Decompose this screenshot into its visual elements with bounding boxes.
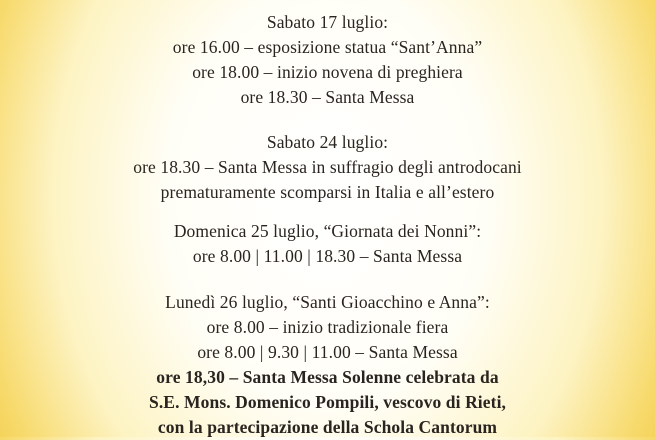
schedule-line: ore 18.30 – Santa Messa in suffragio degli antrodocani xyxy=(133,157,522,177)
schedule-line: ore 8.00 | 11.00 | 18.30 – Santa Messa xyxy=(192,246,463,266)
section-heading: Lunedì 26 luglio, “Santi Gioacchino e Anna”: xyxy=(165,292,490,312)
section-sabato-17 xyxy=(0,10,655,110)
schedule-line: ore 8.00 – inizio tradizionale fiera xyxy=(206,317,449,337)
section-heading: Sabato 24 luglio: xyxy=(266,132,389,152)
schedule-line: ore 18.00 – inizio novena di preghiera xyxy=(192,62,463,82)
section-heading: Sabato 17 luglio: xyxy=(266,12,389,32)
section-sabato-24 xyxy=(0,130,655,205)
schedule-line: ore 8.00 | 9.30 | 11.00 – Santa Messa xyxy=(197,342,458,362)
celebrant-line: S.E. Mons. Domenico Pompili, vescovo di Rieti, xyxy=(148,392,507,412)
schedule-line: ore 16.00 – esposizione statua “Sant’Anna” xyxy=(172,37,483,57)
choir-line: con la partecipazione della Schola Cantorum xyxy=(157,417,498,437)
section-heading: Domenica 25 luglio, “Giornata dei Nonni”: xyxy=(173,221,482,241)
section-domenica-25 xyxy=(0,219,655,269)
section-lunedi-26 xyxy=(0,290,655,440)
schedule-line: prematuramente scomparsi in Italia e all’estero xyxy=(160,182,495,202)
schedule-line: ore 18.30 – Santa Messa xyxy=(240,87,415,107)
solemn-mass-line: ore 18,30 – Santa Messa Solenne celebrata da xyxy=(156,367,499,387)
